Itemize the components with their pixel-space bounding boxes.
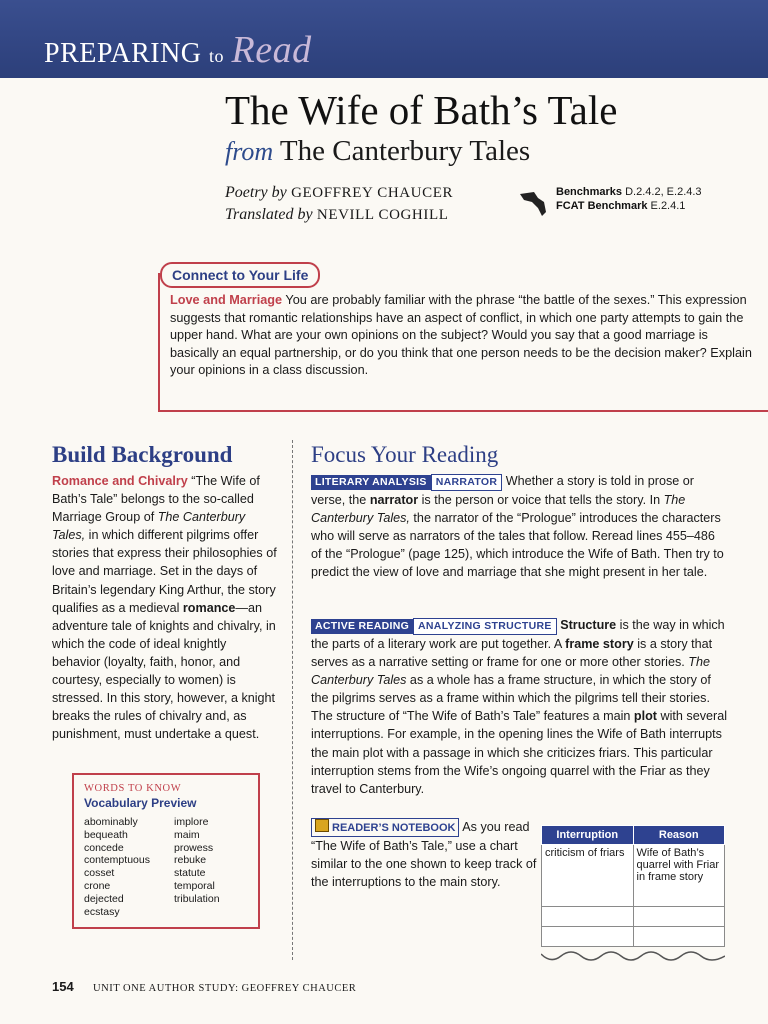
footer-unit: UNIT ONE AUTHOR STUDY: GEOFFREY CHAUCER bbox=[93, 983, 357, 994]
page-number: 154 bbox=[52, 979, 74, 994]
chart-header-interruption: Interruption bbox=[542, 826, 634, 845]
fcat-value: E.2.4.1 bbox=[650, 200, 686, 212]
analyzing-structure-tag: ANALYZING STRUCTURE bbox=[413, 618, 557, 635]
focus-p2-c: as a whole has a frame structure, in which the story of the pilgrims serves as a frame within which the pilgrims tell their stories. The structure of “The Wife of Bath’s Tale” features a main bbox=[311, 673, 711, 724]
vocab-word: rebuke bbox=[174, 854, 207, 867]
connect-lead: Love and Marriage bbox=[170, 293, 283, 307]
focus-reading-heading: Focus Your Reading bbox=[311, 442, 499, 467]
banner-read: Read bbox=[231, 29, 312, 71]
fcat-benchmark-line bbox=[556, 200, 685, 212]
vocab-column-1 bbox=[84, 816, 150, 918]
vocab-word: contemptuous bbox=[84, 854, 150, 867]
focus-p2-b: is a story that serves as a narrative setting or frame for one or more other stories. bbox=[311, 637, 713, 670]
readers-notebook-label: READER’S NOTEBOOK bbox=[332, 822, 456, 834]
benchmarks-line bbox=[556, 186, 702, 198]
build-text-italic: The Canterbury Tales, bbox=[52, 510, 246, 543]
focus-p1-a: Whether a story is told in prose or verse, the bbox=[311, 474, 694, 507]
focus-p1-b: is the person or voice that tells the story. In bbox=[418, 493, 664, 507]
column-divider bbox=[292, 440, 293, 960]
active-reading-paragraph bbox=[311, 616, 727, 798]
header-banner bbox=[0, 0, 768, 78]
vocab-word: crone bbox=[84, 879, 111, 892]
vocab-word: statute bbox=[174, 867, 206, 880]
chart-empty-cell bbox=[542, 927, 634, 947]
vocab-word: cosset bbox=[84, 867, 115, 880]
build-text-bold: romance bbox=[182, 600, 236, 615]
build-lead: Romance and Chivalry bbox=[52, 474, 188, 488]
readers-notebook-paragraph bbox=[311, 818, 537, 891]
words-to-know-label: WORDS TO KNOW bbox=[84, 783, 182, 794]
literary-analysis-tag: LITERARY ANALYSIS bbox=[311, 475, 431, 490]
vocab-word: tribulation bbox=[174, 892, 220, 905]
page-title: The Wife of Bath’s Tale bbox=[225, 87, 618, 133]
connect-heading: Connect to Your Life bbox=[160, 262, 320, 288]
build-text-2: in which different pilgrims offer stories that express their philosophies of love and marriage. Set in the days of Britain’s legendary King Arthur, the story qualifies as a medieval bbox=[52, 528, 277, 615]
focus-p2-d: with several interruptions. For example, in the opening lines the Wife of Bath interrupts the main plot with a passage in which she criticizes friars. This particular interruption stems from the Wife’s ongoing quarrel with the Friar as they travel to Canterbury. bbox=[311, 709, 728, 796]
focus-p2-structure: Structure bbox=[560, 618, 617, 632]
page-footer bbox=[52, 979, 356, 994]
chart-cell-reason: Wife of Bath’s quarrel with Friar in frame story bbox=[633, 845, 725, 907]
focus-p1-italic: The Canterbury Tales, bbox=[311, 493, 686, 526]
build-text-3: —an adventure tale of knights and chivalry, in which the code of ideal knightly behavior (loyalty, faith, honor, and courtesy, especially to women) is stressed. In this story, however, a knight breaks the rules of chivalry and, as punishment, must undertake a quest. bbox=[52, 600, 276, 742]
readers-notebook-tag bbox=[311, 818, 459, 837]
build-background-heading: Build Background bbox=[52, 442, 233, 467]
focus-p2-italic: The Canterbury Tales bbox=[311, 655, 710, 688]
readers-notebook-text: As you read “The Wife of Bath’s Tale,” use a chart similar to the one shown to keep track of the interruptions to the main story. bbox=[311, 820, 537, 890]
byline-author bbox=[225, 184, 453, 202]
benchmarks-label: Benchmarks bbox=[556, 186, 623, 198]
focus-p1-c: the narrator of the “Prologue” introduces the characters who will serve as narrators of the tales that follow. Reread lines 455–486 of the “Prologue” (page 125), which introduce the Wife of Bath. Then try to predict the view of love and marriage that she might present in her tale. bbox=[311, 511, 724, 580]
byline-author-name: GEOFFREY CHAUCER bbox=[291, 185, 454, 201]
vocab-word: dejected bbox=[84, 892, 124, 905]
build-text-1: “The Wife of Bath’s Tale” belongs to the so-called Marriage Group of bbox=[52, 474, 260, 525]
fcat-label: FCAT Benchmark bbox=[556, 200, 648, 212]
byline-translator-name: NEVILL COGHILL bbox=[316, 207, 449, 223]
chart-empty-cell bbox=[633, 927, 725, 947]
byline-translator bbox=[225, 206, 449, 224]
vocabulary-preview-heading: Vocabulary Preview bbox=[84, 796, 197, 810]
vocab-column-2 bbox=[174, 816, 220, 906]
page-subtitle bbox=[225, 135, 530, 168]
chart-empty-cell bbox=[542, 907, 634, 927]
vocab-word: prowess bbox=[174, 841, 214, 854]
vocab-word: concede bbox=[84, 841, 124, 854]
chart-torn-edge bbox=[541, 950, 725, 974]
focus-p1-narrator: narrator bbox=[369, 493, 419, 507]
byline-translated-label: Translated by bbox=[225, 206, 313, 223]
connect-text: You are probably familiar with the phrase “the battle of the sexes.” This expression suggests that romantic relationships have an aspect of conflict, in which one party attempts to gain the upper hand. What are your own opinions on the subject? Would you say that a good marriage is basically an equal partnership, or do you think that one person needs to be the decision maker? Explain your opinions in a class discussion. bbox=[170, 293, 752, 378]
focus-p2-plot: plot bbox=[633, 709, 658, 724]
literary-analysis-paragraph bbox=[311, 472, 727, 581]
florida-arrow-icon bbox=[520, 188, 548, 218]
banner-to: to bbox=[209, 46, 225, 66]
connect-body bbox=[170, 292, 760, 380]
chart-cell-interruption: criticism of friars bbox=[542, 845, 634, 907]
active-reading-tag: ACTIVE READING bbox=[311, 619, 413, 634]
narrator-tag: NARRATOR bbox=[431, 474, 503, 491]
build-background-text bbox=[52, 472, 278, 743]
subtitle-from: from bbox=[225, 137, 274, 166]
vocab-word: ecstasy bbox=[84, 905, 120, 918]
banner-title bbox=[44, 28, 312, 72]
vocab-word: implore bbox=[174, 816, 209, 828]
vocab-word: temporal bbox=[174, 879, 215, 892]
vocab-word: bequeath bbox=[84, 828, 128, 841]
words-to-know-box bbox=[72, 773, 260, 929]
benchmarks-value: D.2.4.2, E.2.4.3 bbox=[625, 186, 702, 198]
focus-p2-a: is the way in which the parts of a literary work are put together. A bbox=[311, 618, 725, 651]
focus-p2-frame: frame story bbox=[565, 637, 634, 651]
subtitle-work: The Canterbury Tales bbox=[279, 135, 531, 167]
chart-header-reason: Reason bbox=[633, 826, 725, 845]
banner-preparing: PREPARING bbox=[44, 38, 202, 69]
vocab-word: maim bbox=[174, 828, 200, 841]
notebook-icon bbox=[315, 819, 329, 832]
chart-empty-cell bbox=[633, 907, 725, 927]
byline-poetry-label: Poetry by bbox=[225, 184, 287, 201]
vocab-word: abominably bbox=[84, 816, 138, 828]
interruption-chart bbox=[541, 825, 725, 947]
